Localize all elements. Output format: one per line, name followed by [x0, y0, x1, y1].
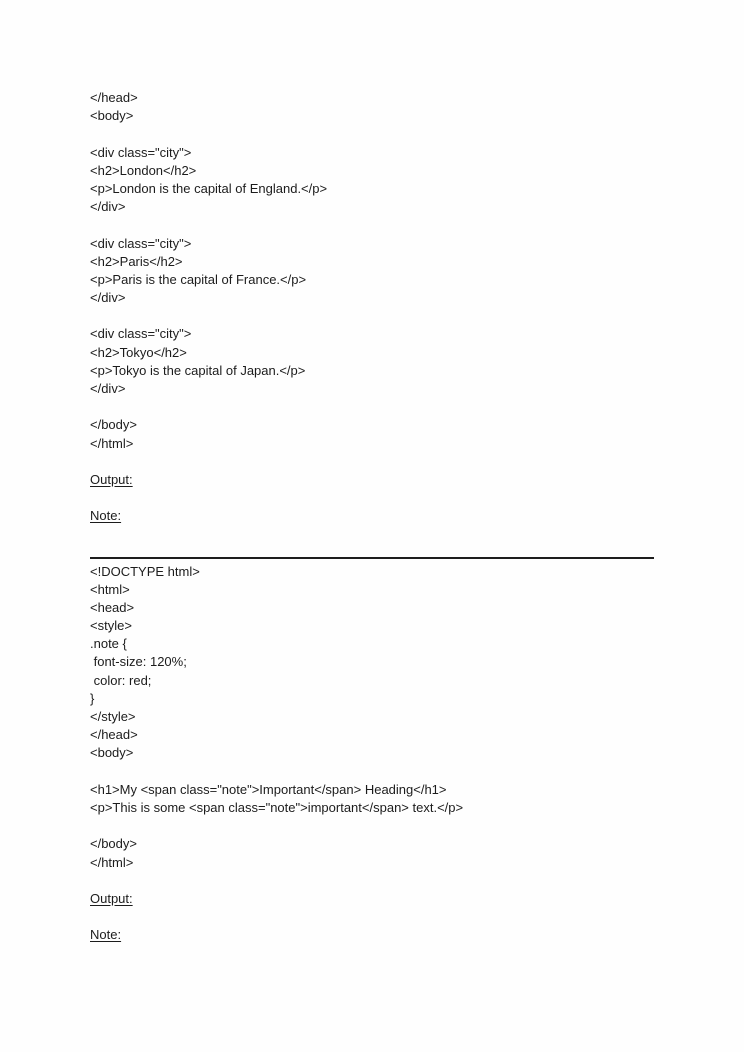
code-line: } [90, 690, 95, 706]
code-line: </div> [90, 381, 126, 396]
code-line: <html> [90, 581, 130, 597]
code-line: <p>London is the capital of England.</p> [90, 180, 328, 196]
code-line: font-size: 120%; [90, 654, 187, 670]
code-line: </style> [90, 709, 136, 724]
code-example-1 [90, 89, 654, 453]
code-line: </body> [90, 836, 137, 852]
code-line: </div> [90, 290, 126, 306]
code-line: <body> [90, 108, 134, 124]
code-line: <h1>My <span class="note">Important</span> Heading</h1> [90, 781, 447, 797]
code-line: <!DOCTYPE html> [90, 563, 200, 579]
code-line [90, 307, 654, 325]
code-line: <p>Paris is the capital of France.</p> [90, 271, 307, 287]
code-line: <h2>Paris</h2> [90, 253, 183, 269]
output-label: Output: [90, 471, 133, 487]
code-line [90, 763, 654, 781]
code-line: </body> [90, 417, 137, 433]
code-line [90, 398, 654, 416]
code-line: </html> [90, 854, 134, 870]
code-line: <div class="city"> [90, 235, 192, 251]
code-line: <p>This is some <span class="note">important</span> text.</p> [90, 799, 464, 815]
code-line: </div> [90, 199, 126, 215]
code-line: <div class="city"> [90, 326, 192, 342]
code-line: </html> [90, 435, 134, 451]
code-line: </head> [90, 90, 138, 105]
note-label: Note: [90, 508, 122, 524]
code-line: </head> [90, 727, 138, 743]
code-line: <p>Tokyo is the capital of Japan.</p> [90, 362, 306, 378]
note-label: Note: [90, 927, 122, 943]
code-line: <body> [90, 745, 134, 761]
code-line: <style> [90, 618, 132, 634]
code-line [90, 216, 654, 234]
code-line: <h2>London</h2> [90, 162, 197, 178]
code-line [90, 125, 654, 143]
code-line: color: red; [90, 672, 152, 688]
code-line: <h2>Tokyo</h2> [90, 344, 187, 360]
code-line: .note { [90, 636, 127, 652]
code-line [90, 817, 654, 835]
code-line: <div class="city"> [90, 144, 192, 160]
code-line: <head> [90, 599, 135, 615]
output-label: Output: [90, 890, 133, 906]
section-divider [90, 557, 654, 559]
code-example-2 [90, 563, 654, 872]
